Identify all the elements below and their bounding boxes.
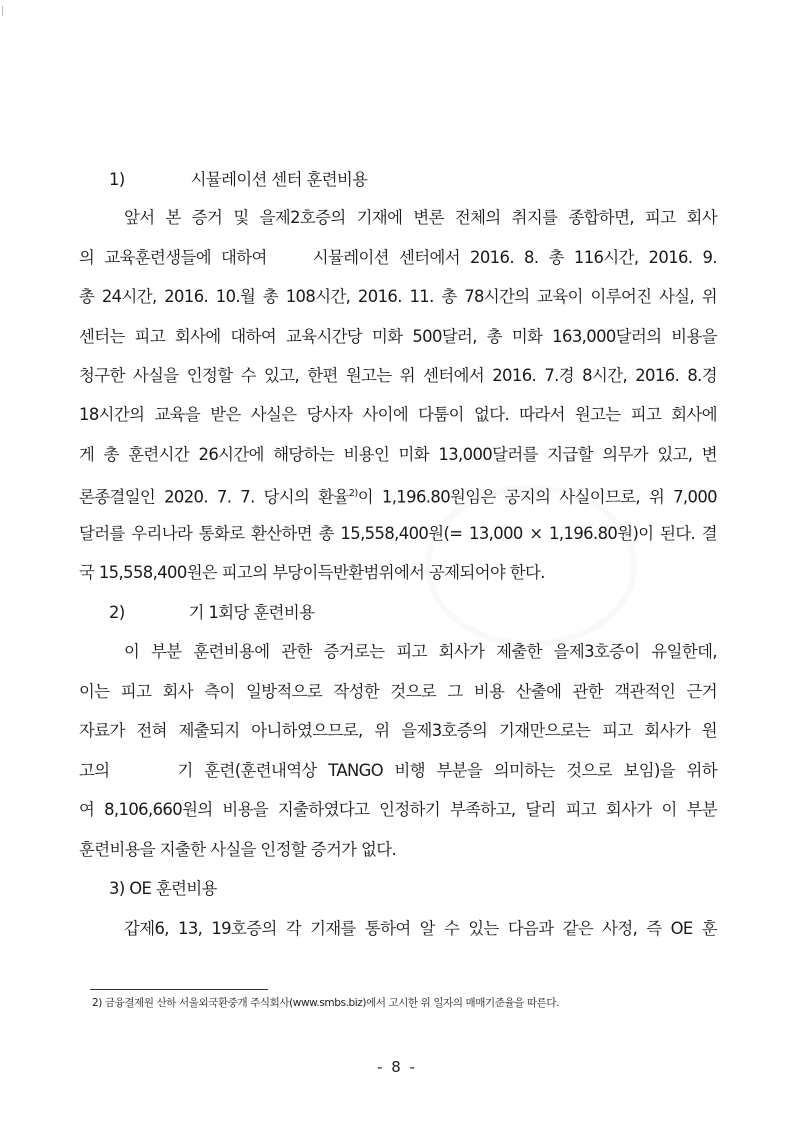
section-heading-2	[109, 601, 747, 625]
line-segment: 시뮬레이션 센터에서 2016. 8. 총 116시간, 2016. 9.	[312, 248, 717, 267]
section-heading-3: 3) OE 훈련비용	[109, 879, 217, 898]
paragraph-line	[79, 759, 717, 783]
page-number: - 8 -	[377, 1058, 417, 1076]
footnote-divider	[90, 989, 268, 990]
paragraph-line: 자료가 전혀 제출되지 아니하였으므로, 위 을제3호증의 기재만으로는 피고 회사가 원	[79, 721, 717, 740]
paragraph-line: 청구한 사실을 인정할 수 있고, 한편 원고는 위 센터에서 2016. 7.경 8시간, 2016. 8.경	[79, 366, 717, 385]
section-heading-1	[109, 168, 747, 192]
line-segment: 이 1,196.80원임은 공지의 사실이므로, 위 7,000	[357, 487, 718, 507]
paragraph-line: 앞서 본 증거 및 을제2호증의 기재에 변론 전체의 취지를 종합하면, 피고 회사	[124, 208, 717, 227]
paragraph-line: 훈련비용을 지출한 사실을 인정할 증거가 없다.	[79, 840, 397, 859]
footnote-ref: 2)	[348, 488, 358, 499]
line-segment: 고의	[79, 761, 110, 780]
footnote: 2) 금융결제원 산하 서울외국환중개 주식회사(www.smbs.biz)에서 고시한 위 일자의 매매기준율을 따른다.	[92, 997, 560, 1009]
line-segment: 론종결일인 2020. 7. 7. 당시의 환율	[79, 487, 349, 507]
paragraph-line	[79, 482, 717, 509]
paragraph-line	[79, 246, 717, 270]
paragraph-line: 국 15,558,400원은 피고의 부당이득반환범위에서 공제되어야 한다.	[79, 563, 545, 582]
paragraph-line: 이 부분 훈련비용에 관한 증거로는 피고 회사가 제출한 을제3호증이 유일한데,	[124, 642, 717, 661]
scan-edge-mark	[2, 6, 3, 16]
heading-number: 2)	[109, 603, 125, 622]
heading-title: 시뮬레이션 센터 훈련비용	[190, 170, 368, 189]
paragraph-line: 달러를 우리나라 통화로 환산하면 총 15,558,400원(= 13,000 × 1,196.80원)이 된다. 결	[79, 524, 717, 543]
paragraph-line: 게 총 훈련시간 26시간에 해당하는 비용인 미화 13,000달러를 지급할 의무가 있고, 변	[79, 445, 717, 464]
paragraph-line: 18시간의 교육을 받은 사실은 당사자 사이에 다툼이 없다. 따라서 원고는 피고 회사에	[79, 405, 717, 424]
paragraph-line: 갑제6, 13, 19호증의 각 기재를 통하여 알 수 있는 다음과 같은 사정, 즉 OE 훈	[124, 919, 717, 938]
paragraph-line: 센터는 피고 회사에 대하여 교육시간당 미화 500달러, 총 미화 163,000달러의 비용을	[79, 327, 717, 346]
paragraph-line: 여 8,106,660원의 비용을 지출하였다고 인정하기 부족하고, 달리 피고 회사가 이 부분	[79, 800, 717, 819]
heading-number: 1)	[109, 170, 125, 189]
paragraph-line: 총 24시간, 2016. 10.월 총 108시간, 2016. 11. 총 78시간의 교육이 이루어진 사실, 위	[79, 287, 717, 306]
paragraph-line: 이는 피고 회사 측이 일방적으로 작성한 것으로 그 비용 산출에 관한 객관적인 근거	[79, 682, 717, 701]
heading-title: 기 1회당 훈련비용	[188, 603, 315, 622]
line-segment: 기 훈련(훈련내역상 TANGO 비행 부분을 의미하는 것으로 보임)을 위하	[177, 761, 717, 780]
line-segment: 의 교육훈련생들에 대하여	[79, 248, 267, 267]
